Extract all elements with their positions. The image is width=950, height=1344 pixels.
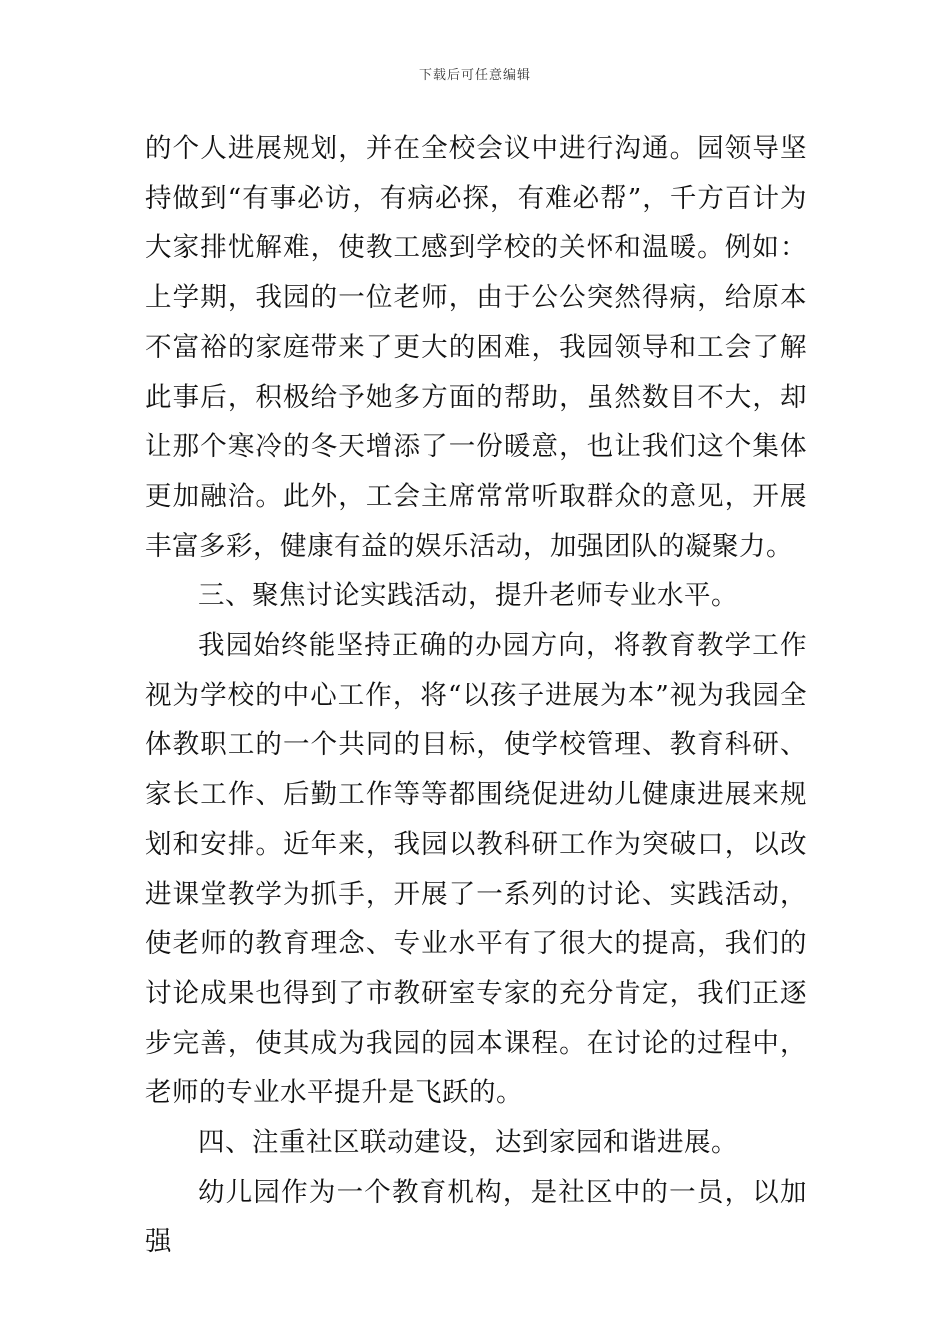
paragraph-section-4: 幼儿园作为一个教育机构，是社区中的一员，以加强 [145,1176,807,1258]
document-body [145,124,807,1267]
page-header: 下载后可任意编辑 [418,68,531,83]
paragraph-continuation: 的个人进展规划，并在全校会议中进行沟通。园领导坚持做到“有事必访，有病必探，有难必帮”，千方百计为大家排忧解难，使教工感到学校的关怀和温暖。例如：上学期，我园的一位老师，由于公公突然得病，给原本不富裕的家庭带来了更大的困难，我园领导和工会了解此事后，积极给予她多方面的帮助，虽然数目不大，却让那个寒冷的冬天增添了一份暖意，也让我们这个集体更加融洽。此外，工会主席常常听取群众的意见，开展丰富多彩，健康有益的娱乐活动，加强团队的凝聚力。 [145,133,807,562]
section-heading-4: 四、注重社区联动建设，达到家园和谐进展。 [198,1127,738,1159]
paragraph-section-3: 我园始终能坚持正确的办园方向，将教育教学工作视为学校的中心工作，将“以孩子进展为本”视为我园全体教职工的一个共同的目标，使学校管理、教育科研、家长工作、后勤工作等等都围绕促进幼儿健康进展来规划和安排。近年来，我园以教科研工作为突破口，以改进课堂教学为抓手，开展了一系列的讨论、实践活动，使老师的教育理念、专业水平有了很大的提高，我们的讨论成果也得到了市教研室专家的充分肯定，我们正逐步完善，使其成为我园的园本课程。在讨论的过程中，老师的专业水平提升是飞跃的。 [145,630,807,1109]
section-heading-3: 三、聚焦讨论实践活动，提升老师专业水平。 [198,580,738,612]
